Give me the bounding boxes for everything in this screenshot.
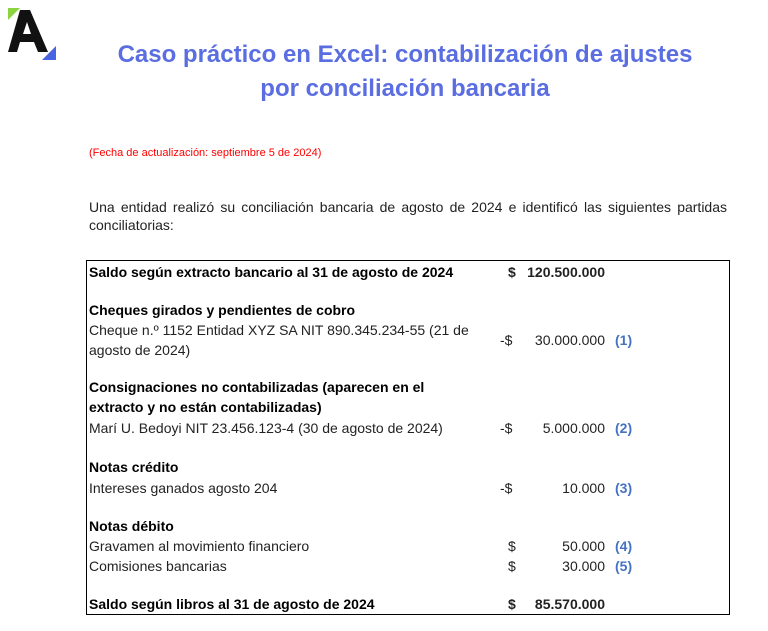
closing-balance-amount: 85.570.000 bbox=[534, 596, 605, 612]
interest-earned-amount: 10.000 bbox=[562, 480, 605, 496]
intro-paragraph: Una entidad realizó su conciliación bancaria de agosto de 2024 e identificó las siguientes partidas conciliatorias: bbox=[89, 199, 727, 233]
opening-balance-amount: 120.500.000 bbox=[527, 264, 605, 280]
interest-earned-desc: Intereses ganados agosto 204 bbox=[89, 480, 278, 496]
update-date: (Fecha de actualización: septiembre 5 de 2024) bbox=[89, 147, 322, 159]
deposit-bedoyi-ref: (2) bbox=[615, 420, 633, 436]
bank-fees-currency: $ bbox=[508, 558, 516, 574]
section-debit-notes-header: Notas débito bbox=[89, 518, 174, 534]
bank-fees-ref: (5) bbox=[615, 558, 633, 574]
opening-balance-label: Saldo según extracto bancario al 31 de agosto de 2024 bbox=[89, 264, 454, 280]
check-1152-amount: 30.000.000 bbox=[534, 332, 605, 348]
closing-balance-label: Saldo según libros al 31 de agosto de 2024 bbox=[89, 596, 375, 612]
bank-fees-desc: Comisiones bancarias bbox=[89, 558, 227, 574]
gmf-currency: $ bbox=[508, 538, 516, 554]
check-1152-ref: (1) bbox=[615, 332, 633, 348]
check-1152-currency: -$ bbox=[500, 332, 513, 348]
gmf-desc: Gravamen al movimiento financiero bbox=[89, 538, 310, 554]
opening-balance-currency: $ bbox=[508, 264, 516, 280]
title-line-1: Caso práctico en Excel: contabilización de ajustes bbox=[117, 41, 693, 68]
section-deposits-header-line1: Consignaciones no contabilizadas (aparecen en el bbox=[89, 379, 425, 395]
deposit-bedoyi-desc: Marí U. Bedoyi NIT 23.456.123-4 (30 de agosto de 2024) bbox=[89, 420, 443, 436]
check-1152-desc-line1: Cheque n.º 1152 Entidad XYZ SA NIT 890.345.234-55 (21 de bbox=[89, 322, 469, 338]
check-1152-desc-line2: agosto de 2024) bbox=[89, 342, 191, 358]
interest-earned-ref: (3) bbox=[615, 480, 633, 496]
section-checks-header: Cheques girados y pendientes de cobro bbox=[89, 302, 356, 318]
section-credit-notes-header: Notas crédito bbox=[89, 459, 179, 475]
closing-balance-currency: $ bbox=[508, 596, 516, 612]
page-title bbox=[60, 38, 750, 106]
deposit-bedoyi-amount: 5.000.000 bbox=[542, 420, 605, 436]
section-deposits-header-line2: extracto y no están contabilizadas) bbox=[89, 399, 322, 415]
company-logo bbox=[8, 8, 58, 60]
gmf-ref: (4) bbox=[615, 538, 633, 554]
title-line-2: por conciliación bancaria bbox=[260, 75, 550, 102]
gmf-amount: 50.000 bbox=[562, 538, 605, 554]
deposit-bedoyi-currency: -$ bbox=[500, 420, 513, 436]
bank-fees-amount: 30.000 bbox=[562, 558, 605, 574]
interest-earned-currency: -$ bbox=[500, 480, 513, 496]
